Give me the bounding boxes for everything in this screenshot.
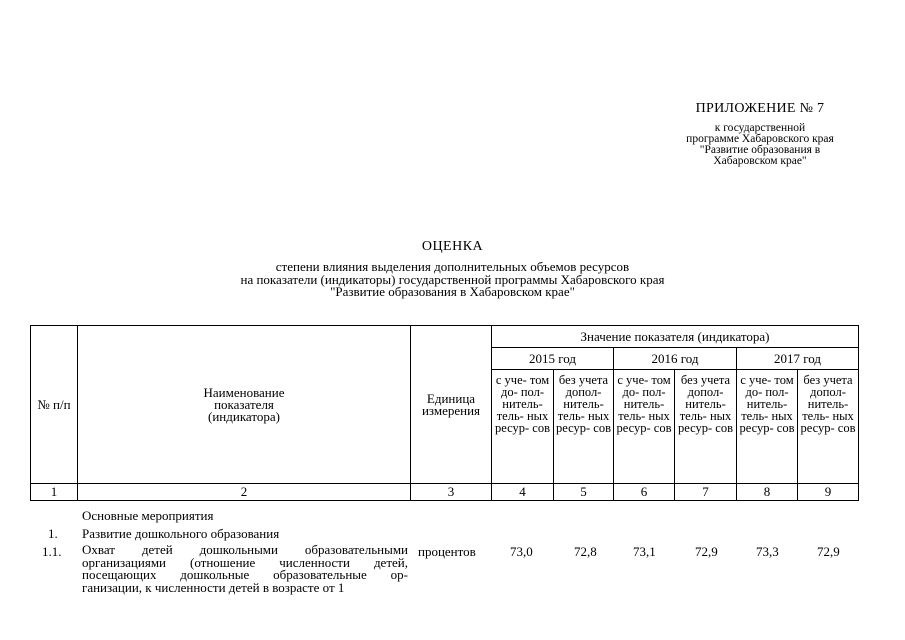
- column-number: 2: [78, 484, 411, 501]
- header-year-2015: 2015 год: [492, 348, 614, 370]
- value-2017-without: 72,9: [817, 544, 840, 559]
- unit-value: процентов: [418, 544, 476, 559]
- column-number: 5: [554, 484, 614, 501]
- heading-line: степени влияния выделения дополнительных объемов ресурсов: [275, 259, 630, 274]
- heading-line: "Развитие образования в Хабаровском крае": [330, 284, 575, 299]
- header-without-resources: без учета допол- нитель- тель- ных ресур- сов: [675, 370, 737, 484]
- column-number: 3: [411, 484, 492, 501]
- heading-line: на показатели (индикаторы) государственной программы Хабаровского края: [240, 271, 665, 287]
- header-indicator-name: Наименование показателя (индикатора): [78, 326, 411, 484]
- header-year-2016: 2016 год: [614, 348, 737, 370]
- header-with-resources: с уче- том до- пол- нитель- тель- ных ресур- сов: [492, 370, 554, 484]
- column-number: 8: [737, 484, 798, 501]
- column-number: 4: [492, 484, 554, 501]
- appendix-line: Хабаровском крае": [713, 155, 807, 167]
- value-2016-with: 73,1: [633, 544, 656, 559]
- header-with-resources: с уче- том до- пол- нитель- тель- ных ресур- сов: [737, 370, 798, 484]
- value-2015-without: 72,8: [574, 544, 597, 559]
- item-row: [30, 544, 862, 604]
- column-number: 7: [675, 484, 737, 501]
- appendix-line: к государственной: [714, 122, 806, 134]
- item-number: 1.: [48, 526, 58, 541]
- appendix-title: ПРИЛОЖЕНИЕ № 7: [695, 101, 825, 116]
- section-row: [30, 508, 862, 526]
- column-number: 9: [798, 484, 859, 501]
- item-label: Развитие дошкольного образования: [82, 526, 280, 541]
- indicator-table: [30, 325, 859, 501]
- value-2016-without: 72,9: [695, 544, 718, 559]
- value-2017-with: 73,3: [756, 544, 779, 559]
- column-number: 6: [614, 484, 675, 501]
- header-unit: Единица измерения: [411, 326, 492, 484]
- header-value-group: Значение показателя (индикатора): [492, 326, 859, 348]
- item-number: 1.1.: [42, 544, 62, 559]
- header-with-resources: с уче- том до- пол- нитель- тель- ных ресур- сов: [614, 370, 675, 484]
- indicator-name: Охват детей дошкольными образовательными организациями (отношение численности детей, посещающих дошкольные образовательные ор- ганизации, к численности детей в возрасте от 1: [82, 542, 408, 595]
- header-year-2017: 2017 год: [737, 348, 859, 370]
- appendix-block: [640, 100, 880, 167]
- document-heading: [150, 238, 755, 299]
- section-label: Основные мероприятия: [82, 508, 214, 523]
- header-without-resources: без учета допол- нитель- тель- ных ресур- сов: [798, 370, 859, 484]
- header-num: № п/п: [31, 326, 78, 484]
- value-2015-with: 73,0: [510, 544, 533, 559]
- heading-title: ОЦЕНКА: [421, 239, 484, 254]
- appendix-line: "Развитие образования в: [699, 144, 821, 156]
- appendix-line: программе Хабаровского края: [686, 133, 834, 145]
- table-body: [30, 508, 862, 604]
- column-number: 1: [31, 484, 78, 501]
- header-without-resources: без учета допол- нитель- тель- ных ресур- сов: [554, 370, 614, 484]
